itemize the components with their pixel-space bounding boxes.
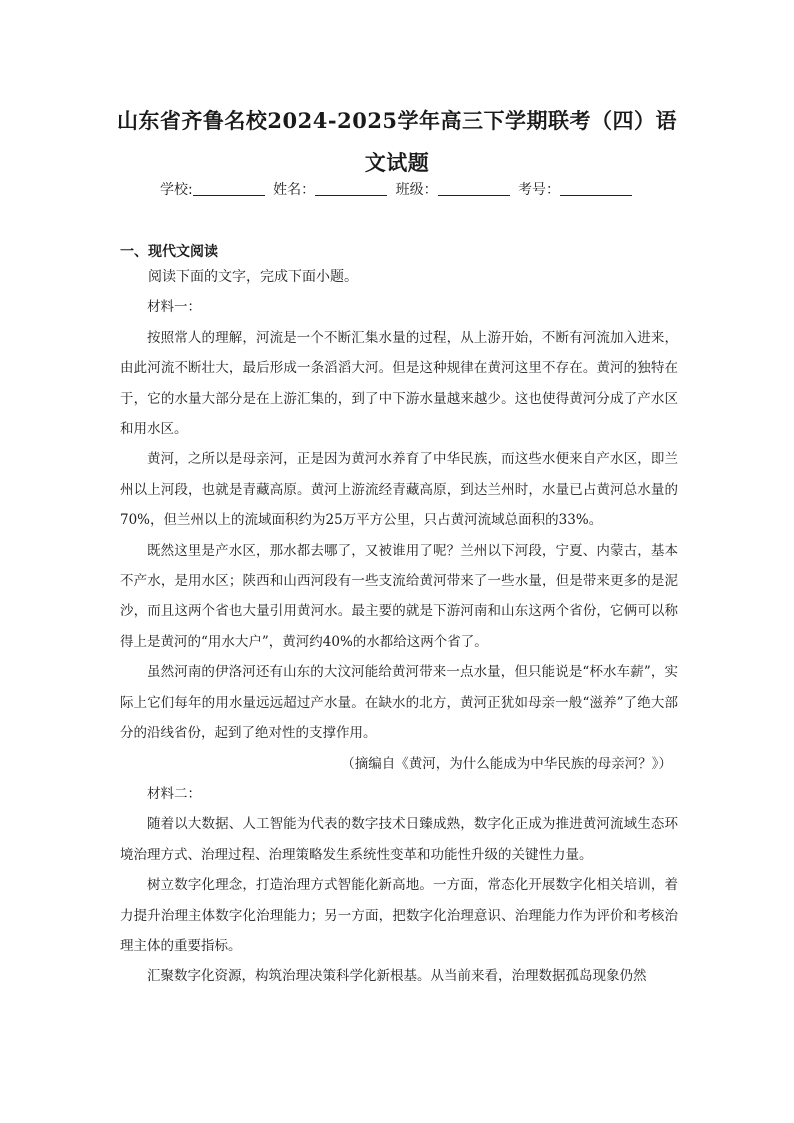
instruction: 阅读下面的文字，完成下面小题。 [148,269,358,285]
material1-label: 材料一： [147,299,201,316]
class-label: 班级： [395,182,438,198]
paragraph: 既然这里是产水区，那水都去哪了，又被谁用了呢？兰州以下河段，宁夏、内蒙古，基本不产水，是用水区；陕西和山西河段有一些支流给黄河带来了一些水量，但是带来更多的是泥沙，而且这两个省也大量引用黄河水。最主要的就是下游河南和山东这两个省份，它俩可以称得上是黄河的“用水大户”，黄河约40%的水都给这两个省了。 [120,542,678,650]
name-blank [315,181,387,196]
paragraph: 汇聚数字化资源，构筑治理决策科学化新根基。从当前来看，治理数据孤岛现象仍然 [147,968,647,985]
reading-passage [120,262,678,992]
class-blank [438,181,510,196]
number-blank [560,181,632,196]
material2-label: 材料二： [147,785,201,802]
paragraph: 树立数字化理念，打造治理方式智能化新高地。一方面，常态化开展数字化相关培训，着力提升治理主体数字化治理能力；另一方面，把数字化治理意识、治理能力作为评价和考核治理主体的重要指标。 [120,877,678,954]
school-blank [193,181,265,196]
paragraph: 虽然河南的伊洛河还有山东的大汶河能给黄河带来一点水量，但只能说是“杯水车薪”，实际上它们每年的用水量远远超过产水量。在缺水的北方，黄河正犹如母亲一般“滋养”了绝大部分的沿线省份，起到了绝对性的支撑作用。 [120,664,678,742]
section-heading: 一、现代文阅读 [120,244,218,260]
school-label: 学校: [159,182,193,198]
number-label: 考号： [518,182,561,198]
page-title: 山东省齐鲁名校2024-2025学年高三下学期联考（四）语文试题 [116,108,678,175]
name-label: 姓名： [273,182,316,198]
paragraph: 随着以大数据、人工智能为代表的数字技术日臻成熟，数字化正成为推进黄河流域生态环境治理方式、治理过程、治理策略发生系统性变革和功能性升级的关键性力量。 [120,816,678,863]
paragraph: 按照常人的理解，河流是一个不断汇集水量的过程，从上游开始，不断有河流加入进来，由此河流不断壮大，最后形成一条滔滔大河。但是这种规律在黄河这里不存在。黄河的独特在于，它的水量大部分是在上游汇集的，到了中下游水量越来越少。这也使得黄河分成了产水区和用水区。 [120,329,678,438]
student-info-line [0,180,794,200]
paragraph: 黄河，之所以是母亲河，正是因为黄河水养育了中华民族，而这些水便来自产水区，即兰州以上河段，也就是青藏高原。黄河上游流经青藏高原，到达兰州时，水量已占黄河总水量的70%，但兰州以上的流域面积约为25万平方公里，只占黄河流域总面积的33%。 [120,451,678,529]
source-citation: （摘编自《黄河，为什么能成为中华民族的母亲河？》） [341,755,672,772]
